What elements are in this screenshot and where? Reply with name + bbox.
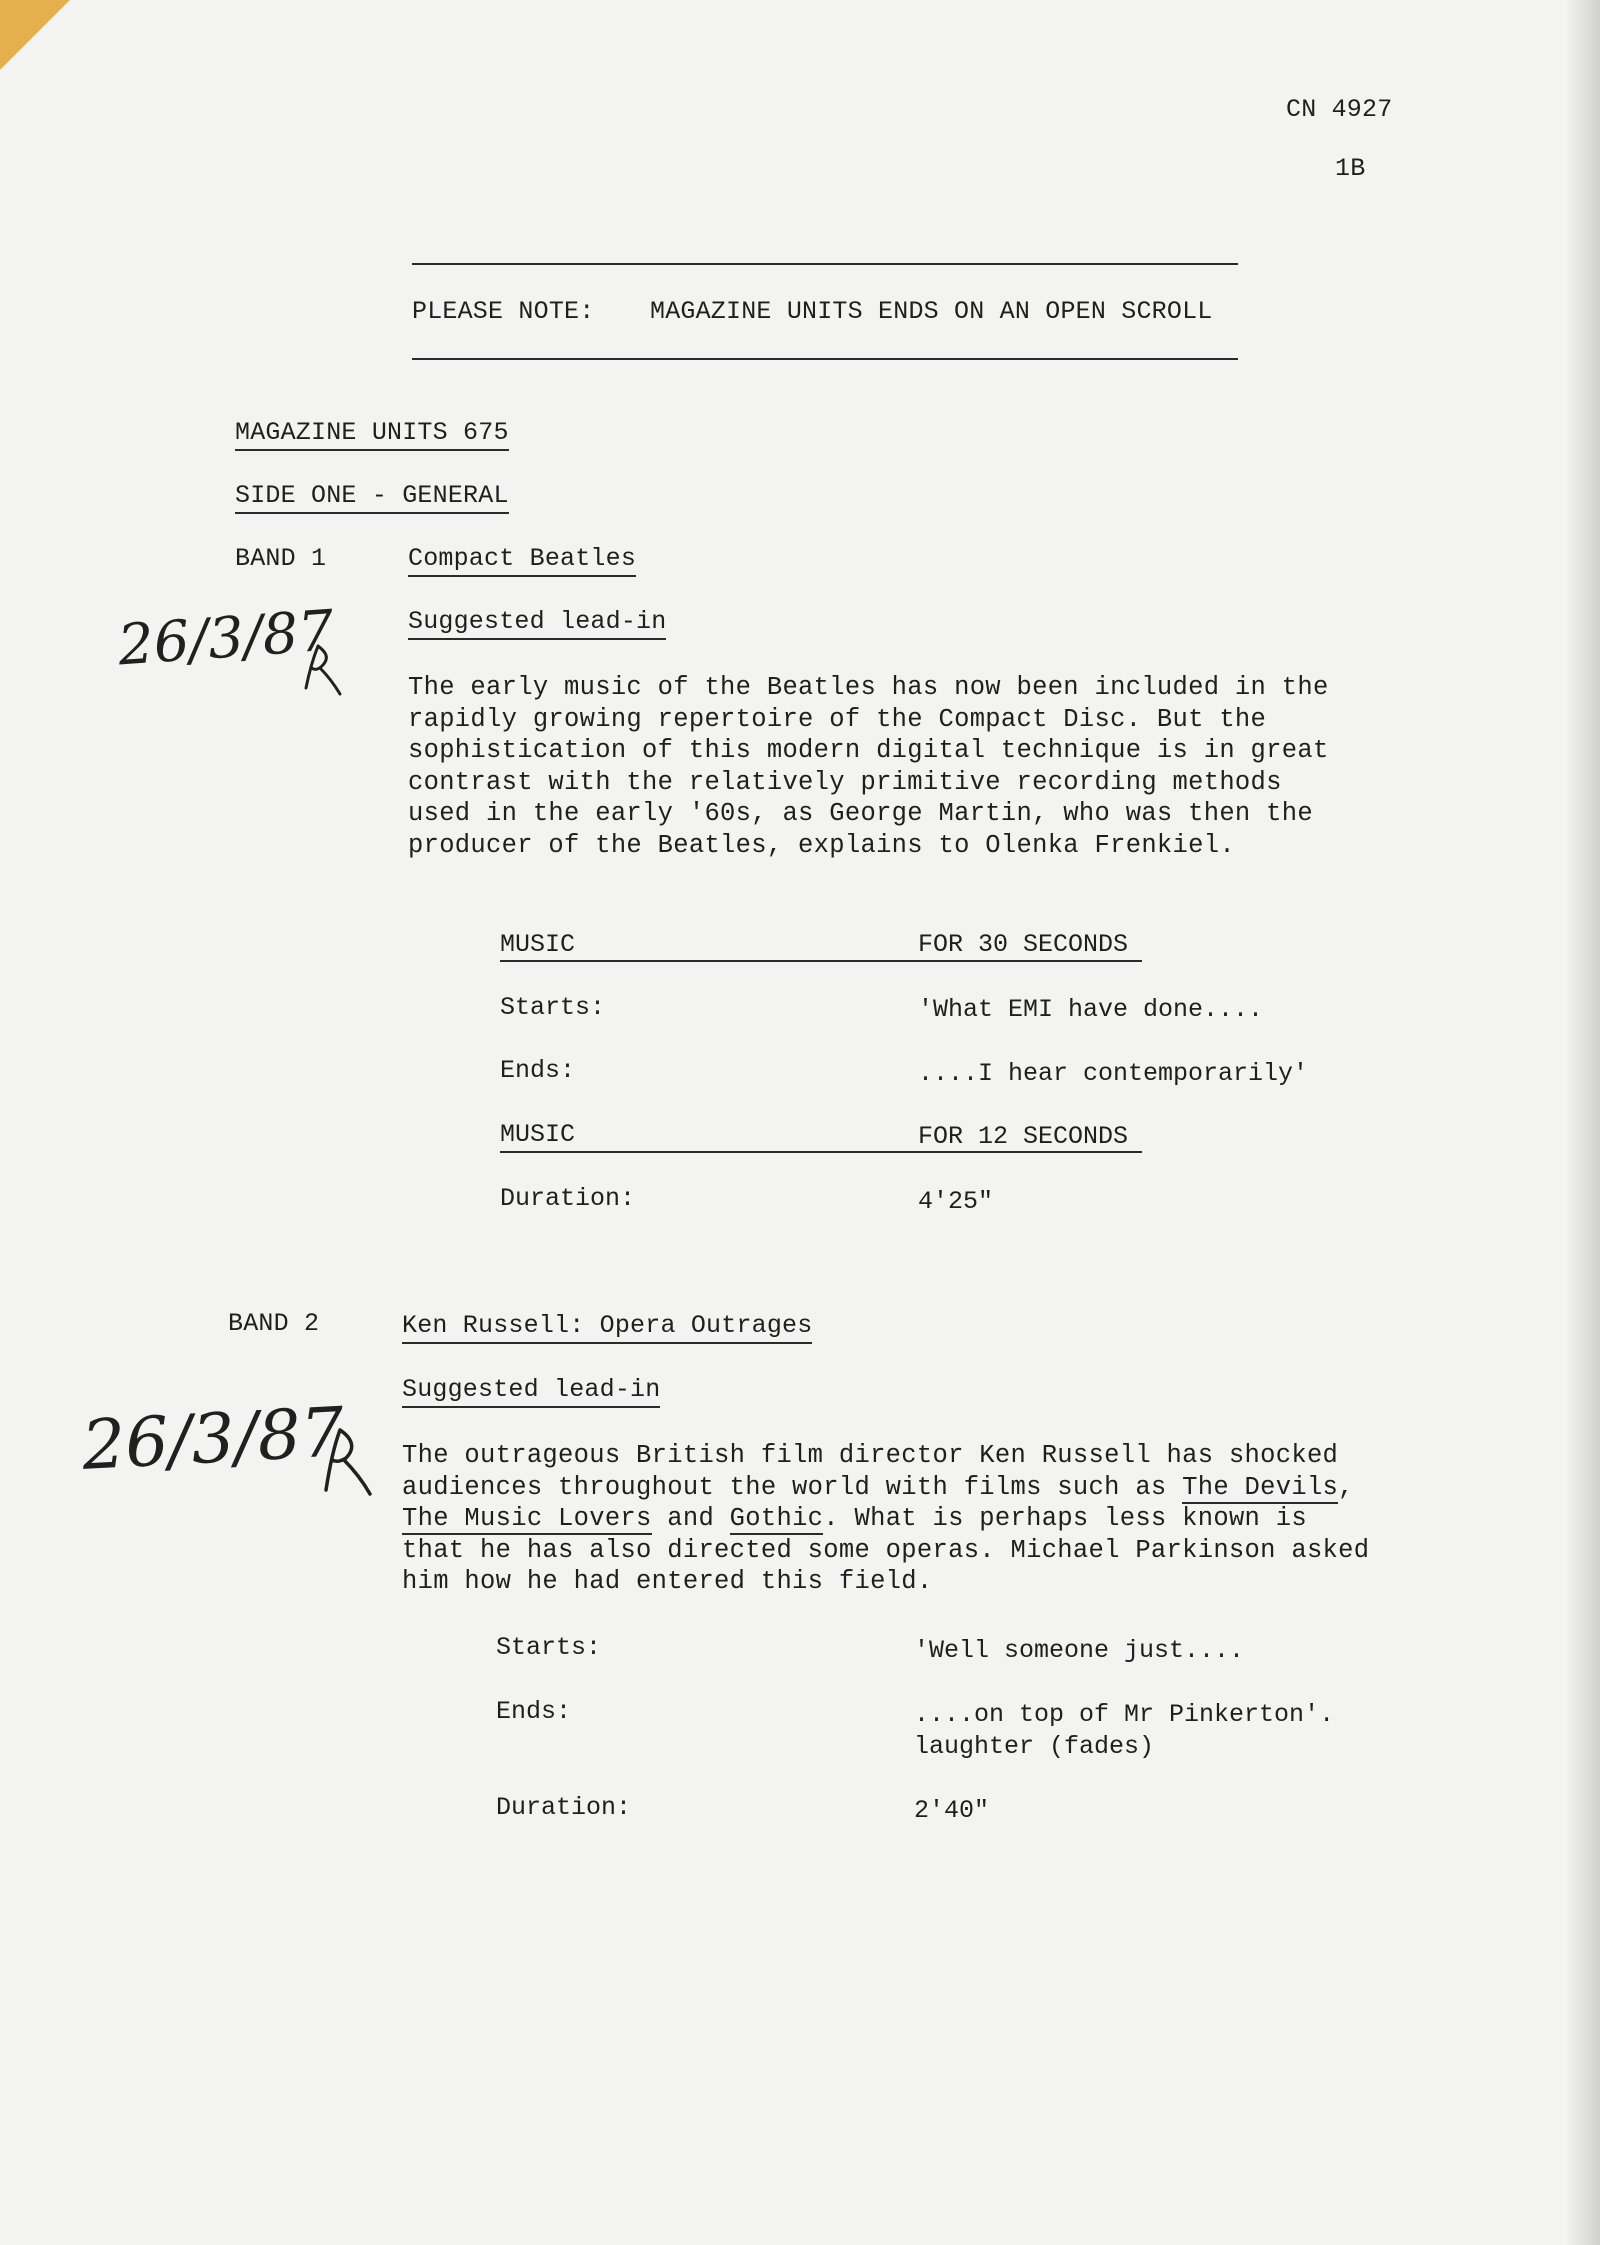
band1-music2-value: FOR 12 SECONDS xyxy=(918,1122,1129,1151)
band2-label: BAND 2 xyxy=(228,1309,320,1338)
band2-handwritten-date: 26/3/87 xyxy=(80,1393,347,1486)
band1-music1-label: MUSIC xyxy=(500,930,576,959)
band2-starts-label: Starts: xyxy=(496,1633,602,1662)
folded-corner-tab xyxy=(0,0,70,70)
note-top-rule xyxy=(412,263,1238,265)
note-label: PLEASE NOTE: xyxy=(412,297,595,326)
band1-starts-value: 'What EMI have done.... xyxy=(918,995,1264,1024)
band1-ends-value: ....I hear contemporarily' xyxy=(918,1059,1309,1088)
band2-ends-label: Ends: xyxy=(496,1697,572,1726)
note-text: MAGAZINE UNITS ENDS ON AN OPEN SCROLL xyxy=(650,297,1213,326)
band2-para-part1: The outrageous British film director Ken Russell has shocked audiences throughout the world with films such as xyxy=(402,1441,1339,1502)
band1-music1-rule xyxy=(500,960,1142,962)
band2-starts-value: 'Well someone just.... xyxy=(914,1636,1245,1665)
page-code: 1B xyxy=(1335,154,1366,183)
document-title: MAGAZINE UNITS 675 xyxy=(235,417,509,451)
band2-ends-value-line1: ....on top of Mr Pinkerton'. xyxy=(914,1700,1335,1729)
side-heading: SIDE ONE - GENERAL xyxy=(235,480,509,514)
band1-initials-mark xyxy=(300,638,348,700)
band1-starts-label: Starts: xyxy=(500,993,606,1022)
band2-para-part4: . What is perhaps less known is that he has also directed some operas. Michael Parkinson asked him how he had entered this field. xyxy=(402,1504,1370,1596)
band2-initials-mark xyxy=(318,1420,378,1500)
page-edge-shadow xyxy=(1566,0,1600,2245)
band1-music2-label: MUSIC xyxy=(500,1120,576,1149)
band2-ends-value-line2: laughter (fades) xyxy=(914,1732,1155,1761)
band2-duration-value: 2'40" xyxy=(914,1796,990,1825)
band1-duration-value: 4'25" xyxy=(918,1187,994,1216)
band2-para-part2: , xyxy=(1338,1472,1354,1502)
band2-film-the-music-lovers: The Music Lovers xyxy=(402,1504,652,1533)
band2-duration-label: Duration: xyxy=(496,1793,632,1822)
band1-music1-value: FOR 30 SECONDS xyxy=(918,930,1129,959)
band1-paragraph: The early music of the Beatles has now been included in the rapidly growing repertoire of the Compact Disc. But the sophistication of this modern digital technique is in great contrast with the relatively primitive recording methods used in the early '60s, as George Martin, who was then the producer of the Beatles, explains to Olenka Frenkiel. xyxy=(408,673,1329,860)
band1-leadin-heading: Suggested lead-in xyxy=(408,606,666,640)
band1-label: BAND 1 xyxy=(235,544,327,573)
band1-handwritten-date: 26/3/87 xyxy=(115,598,336,679)
band2-leadin-heading: Suggested lead-in xyxy=(402,1374,660,1408)
band1-title: Compact Beatles xyxy=(408,543,636,577)
band2-para-part3: and xyxy=(651,1504,730,1533)
band1-music2-rule xyxy=(500,1151,1142,1153)
reference-number: CN 4927 xyxy=(1286,95,1393,124)
band2-title: Ken Russell: Opera Outrages xyxy=(402,1310,812,1344)
band1-duration-label: Duration: xyxy=(500,1184,636,1213)
band2-film-the-devils: The Devils xyxy=(1182,1472,1339,1502)
band2-film-gothic: Gothic xyxy=(729,1504,824,1533)
note-bottom-rule xyxy=(412,358,1238,360)
band1-ends-label: Ends: xyxy=(500,1056,576,1085)
band2-paragraph xyxy=(402,1440,1377,1598)
